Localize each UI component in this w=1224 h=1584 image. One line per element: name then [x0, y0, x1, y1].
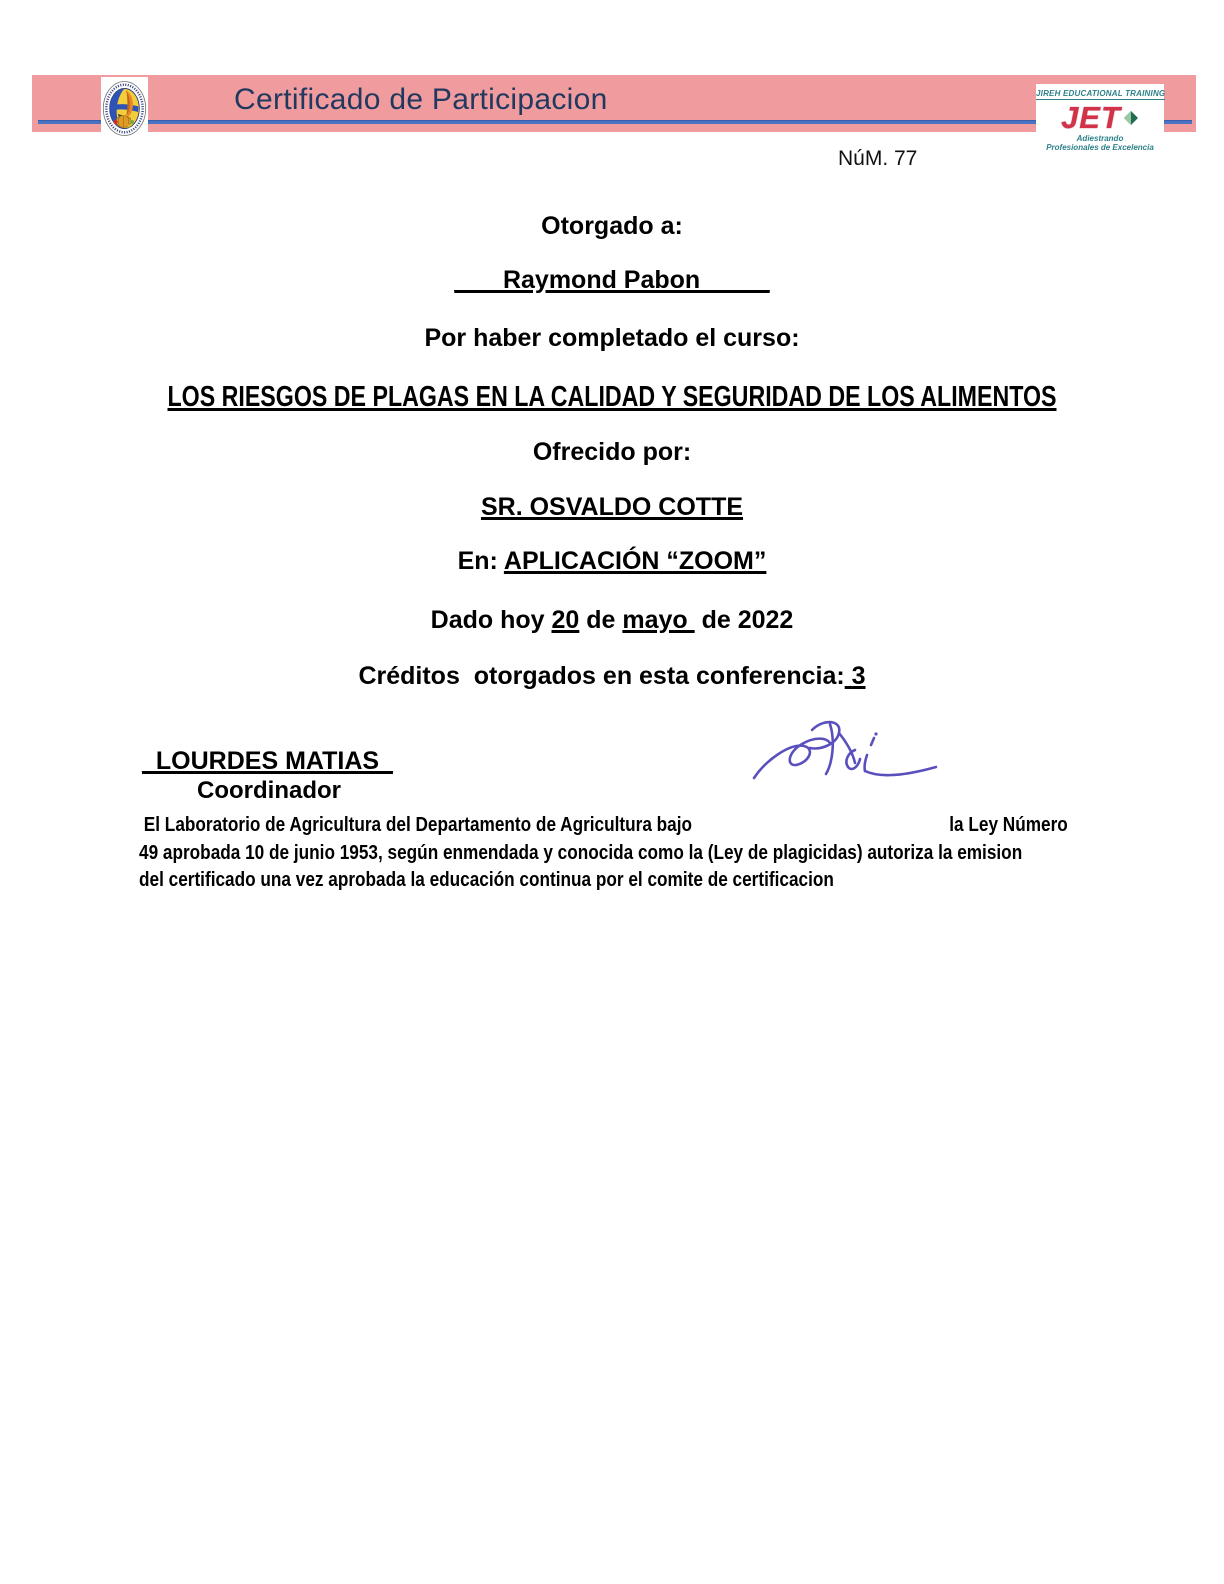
instructor-name: SR. OSVALDO COTTE: [480, 493, 744, 521]
jet-tagline-1: Adiestrando: [1076, 134, 1124, 143]
jet-arrow-icon: [1123, 110, 1139, 126]
agriculture-seal-logo: [101, 77, 148, 141]
certificate-number: NúM. 77: [838, 147, 918, 170]
location-line: [0, 547, 1224, 576]
instructor-line: [0, 493, 1224, 522]
recipient-line: [0, 266, 1224, 295]
legal-footer-line1-right: la Ley Número: [949, 814, 1068, 836]
credits-label: Créditos otorgados en esta conferencia:: [358, 662, 845, 690]
date-prefix: Dado hoy: [430, 606, 552, 634]
location-value: APLICACIÓN “ZOOM”: [503, 547, 767, 575]
offered-by-label: Ofrecido por:: [532, 438, 692, 466]
jet-logo-acronym: JET: [1061, 100, 1121, 135]
agriculture-seal-icon: [102, 78, 147, 140]
legal-footer: [139, 812, 1068, 895]
legal-footer-line3: del certificado una vez aprobada la educación continua por el comite de certificacion: [139, 869, 834, 891]
date-day: 20: [551, 606, 580, 634]
legal-footer-line2: 49 aprobada 10 de junio 1953, según enmendada y conocida como la (Ley de plagicidas) autoriza la emision: [139, 841, 1023, 864]
credits-value: 3: [844, 662, 866, 690]
date-month: mayo: [622, 606, 695, 634]
signer-name-line: [142, 747, 393, 776]
legal-footer-line1: [139, 812, 1068, 840]
recipient-name: ___ Raymond Pabon _ ___: [454, 266, 770, 294]
legal-footer-line1-left: El Laboratorio de Agricultura del Departamento de Agricultura bajo: [139, 814, 693, 836]
completed-label: Por haber completado el curso:: [424, 324, 800, 352]
credits-line: [0, 662, 1224, 691]
jet-tagline-2: Profesionales de Excelencia: [1046, 143, 1154, 152]
course-title: LOS RIESGOS DE PLAGAS EN LA CALIDAD Y SEGURIDAD DE LOS ALIMENTOS: [167, 381, 1057, 413]
date-suffix: de 2022: [694, 606, 794, 634]
page-title: Certificado de Participacion: [234, 83, 608, 116]
header-rule-line: [38, 120, 1192, 124]
jet-logo: [1036, 84, 1166, 152]
handwritten-signature: [742, 710, 947, 800]
otorgado-label: Otorgado a:: [541, 212, 683, 240]
date-line: [0, 606, 1224, 635]
location-prefix: En:: [457, 547, 504, 575]
jet-logo-top-label: JIREH EDUCATIONAL TRAINING: [1036, 89, 1166, 98]
signer-title: Coordinador: [197, 777, 341, 804]
signer-name: _LOURDES MATIAS_: [142, 747, 393, 775]
course-title-line: [122, 381, 1101, 414]
date-sep: de: [579, 606, 623, 634]
